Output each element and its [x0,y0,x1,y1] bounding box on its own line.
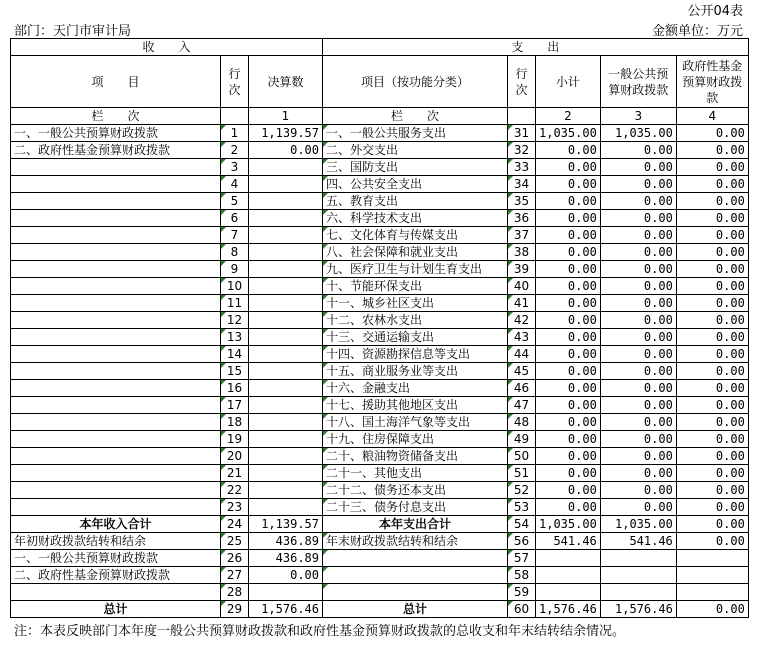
expense-row-no-cell[interactable]: 31 [508,125,536,142]
gov-fund-cell[interactable]: 0.00 [676,516,748,533]
expense-subtotal-cell[interactable] [536,567,601,584]
income-row-no-cell[interactable]: 15 [221,363,249,380]
table-row [11,601,749,618]
income-item-cell[interactable]: 二、政府性基金预算财政拨款 [11,567,221,584]
income-amount-cell[interactable] [249,380,323,397]
expense-row-no-cell[interactable]: 33 [508,159,536,176]
general-budget-cell[interactable]: 1,576.46 [600,601,676,618]
expense-item-cell[interactable]: 年末财政拨款结转和结余 [323,533,508,550]
expense-item-cell[interactable]: 四、公共安全支出 [323,176,508,193]
expense-row-no-cell[interactable]: 53 [508,499,536,516]
income-item-cell[interactable] [11,159,221,176]
income-row-no-cell[interactable]: 24 [221,516,249,533]
table-row [11,159,749,176]
subtotal-header: 小计 [536,56,601,108]
income-item-cell[interactable]: 年初财政拨款结转和结余 [11,533,221,550]
income-item-cell[interactable] [11,363,221,380]
gov-fund-cell[interactable] [676,550,748,567]
gov-fund-cell[interactable]: 0.00 [676,244,748,261]
gov-fund-cell[interactable]: 0.00 [676,533,748,550]
expense-row-no-cell[interactable]: 40 [508,278,536,295]
expense-subtotal-cell[interactable]: 0.00 [536,448,601,465]
budget-table [10,38,749,618]
item-header: 项 目 [11,56,221,108]
expense-subtotal-cell[interactable]: 541.46 [536,533,601,550]
expense-subtotal-cell[interactable]: 0.00 [536,176,601,193]
income-amount-cell[interactable] [249,465,323,482]
expense-subtotal-cell[interactable]: 0.00 [536,210,601,227]
table-row [11,414,749,431]
income-item-cell[interactable]: 一、一般公共预算财政拨款 [11,125,221,142]
gov-fund-cell[interactable]: 0.00 [676,601,748,618]
expense-item-cell[interactable]: 二十、粮油物资储备支出 [323,448,508,465]
income-amount-cell[interactable] [249,414,323,431]
expense-item-cell[interactable]: 十七、援助其他地区支出 [323,397,508,414]
income-row-no-cell[interactable]: 6 [221,210,249,227]
table-row [11,397,749,414]
expense-row-no-cell[interactable]: 36 [508,210,536,227]
table-row [11,244,749,261]
unit-label: 金额单位：万元 [651,24,743,39]
gov-fund-cell[interactable]: 0.00 [676,176,748,193]
expense-row-no-cell[interactable]: 34 [508,176,536,193]
income-amount-cell[interactable] [249,397,323,414]
income-amount-cell[interactable] [249,244,323,261]
general-budget-cell[interactable]: 0.00 [600,329,676,346]
general-budget-cell[interactable]: 0.00 [600,210,676,227]
expense-row-no-cell[interactable]: 50 [508,448,536,465]
general-budget-cell[interactable]: 0.00 [600,244,676,261]
general-budget-cell[interactable]: 0.00 [600,312,676,329]
gov-fund-cell[interactable]: 0.00 [676,261,748,278]
income-row-no-cell[interactable]: 19 [221,431,249,448]
income-row-no-cell[interactable]: 9 [221,261,249,278]
expense-subtotal-cell[interactable]: 1,035.00 [536,516,601,533]
income-amount-cell[interactable] [249,448,323,465]
table-row [11,329,749,346]
gov-fund-cell[interactable]: 0.00 [676,142,748,159]
income-row-no-cell[interactable]: 26 [221,550,249,567]
expense-item-cell[interactable]: 十五、商业服务业等支出 [323,363,508,380]
income-item-cell[interactable] [11,499,221,516]
income-row-no-cell[interactable]: 11 [221,295,249,312]
income-row-no-cell[interactable]: 7 [221,227,249,244]
income-row-no-cell[interactable]: 4 [221,176,249,193]
row-no-header: 行次 [221,56,249,108]
general-budget-cell[interactable]: 1,035.00 [600,516,676,533]
column-index-3: 3 [600,108,676,125]
income-header: 收 入 [11,39,323,56]
gov-fund-cell[interactable]: 0.00 [676,210,748,227]
general-budget-cell[interactable]: 0.00 [600,193,676,210]
expense-row-no-cell[interactable]: 44 [508,346,536,363]
income-item-cell[interactable] [11,176,221,193]
income-amount-cell[interactable] [249,261,323,278]
income-item-cell[interactable] [11,414,221,431]
table-row [11,278,749,295]
row-no-header-2: 行次 [508,56,536,108]
gov-fund-cell[interactable]: 0.00 [676,482,748,499]
income-row-no-cell[interactable]: 14 [221,346,249,363]
expense-subtotal-cell[interactable]: 0.00 [536,499,601,516]
income-amount-cell[interactable]: 0.00 [249,142,323,159]
expense-subtotal-cell[interactable]: 1,035.00 [536,125,601,142]
expense-row-no-cell[interactable]: 54 [508,516,536,533]
table-row [11,431,749,448]
table-row [11,295,749,312]
income-item-cell[interactable] [11,448,221,465]
expense-subtotal-cell[interactable]: 0.00 [536,295,601,312]
expense-row-no-cell[interactable]: 47 [508,397,536,414]
general-budget-cell[interactable] [600,584,676,601]
income-item-cell[interactable] [11,312,221,329]
income-item-cell[interactable] [11,295,221,312]
table-row [11,261,749,278]
table-row [11,550,749,567]
expense-subtotal-cell[interactable]: 0.00 [536,244,601,261]
gov-fund-cell[interactable] [676,567,748,584]
expense-row-no-cell[interactable]: 58 [508,567,536,584]
expense-row-no-cell[interactable]: 41 [508,295,536,312]
table-row [11,210,749,227]
table-row [11,227,749,244]
expense-subtotal-cell[interactable]: 0.00 [536,278,601,295]
general-budget-cell[interactable]: 0.00 [600,278,676,295]
income-row-no-cell[interactable]: 8 [221,244,249,261]
expense-item-cell[interactable]: 七、文化体育与传媒支出 [323,227,508,244]
general-budget-cell[interactable]: 1,035.00 [600,125,676,142]
column-index-label-2: 栏 次 [323,108,508,125]
general-budget-cell[interactable]: 0.00 [600,363,676,380]
gov-fund-cell[interactable]: 0.00 [676,278,748,295]
expense-subtotal-cell[interactable]: 0.00 [536,397,601,414]
table-row [11,533,749,550]
income-item-cell[interactable]: 本年收入合计 [11,516,221,533]
expense-row-no-cell[interactable]: 46 [508,380,536,397]
expense-item-cell[interactable]: 二十一、其他支出 [323,465,508,482]
gov-fund-cell[interactable]: 0.00 [676,193,748,210]
expense-subtotal-cell[interactable]: 0.00 [536,193,601,210]
general-budget-header: 一般公共预算财政拨款 [600,56,676,108]
income-row-no-cell[interactable]: 10 [221,278,249,295]
expense-subtotal-cell[interactable]: 0.00 [536,482,601,499]
general-budget-cell[interactable]: 0.00 [600,346,676,363]
expense-item-cell[interactable]: 十三、交通运输支出 [323,329,508,346]
expense-row-no-cell[interactable]: 37 [508,227,536,244]
func-item-header: 项目（按功能分类） [323,56,508,108]
expense-item-cell[interactable]: 一、一般公共服务支出 [323,125,508,142]
income-amount-cell[interactable]: 1,139.57 [249,516,323,533]
income-amount-cell[interactable] [249,329,323,346]
income-row-no-cell[interactable]: 22 [221,482,249,499]
expense-subtotal-cell[interactable]: 0.00 [536,346,601,363]
expense-item-cell[interactable]: 十八、国土海洋气象等支出 [323,414,508,431]
column-index-blank [221,108,249,125]
expense-row-no-cell[interactable]: 38 [508,244,536,261]
income-row-no-cell[interactable]: 29 [221,601,249,618]
expense-subtotal-cell[interactable]: 0.00 [536,465,601,482]
expense-subtotal-cell[interactable]: 0.00 [536,380,601,397]
expense-row-no-cell[interactable]: 42 [508,312,536,329]
gov-fund-cell[interactable]: 0.00 [676,125,748,142]
income-item-cell[interactable] [11,465,221,482]
income-amount-cell[interactable]: 1,576.46 [249,601,323,618]
column-index-label: 栏 次 [11,108,221,125]
expense-subtotal-cell[interactable]: 0.00 [536,431,601,448]
expense-row-no-cell[interactable]: 51 [508,465,536,482]
gov-fund-cell[interactable]: 0.00 [676,448,748,465]
income-row-no-cell[interactable]: 20 [221,448,249,465]
expense-subtotal-cell[interactable] [536,584,601,601]
expense-item-cell[interactable]: 五、教育支出 [323,193,508,210]
income-row-no-cell[interactable]: 28 [221,584,249,601]
expense-subtotal-cell[interactable]: 0.00 [536,261,601,278]
expense-row-no-cell[interactable]: 45 [508,363,536,380]
general-budget-cell[interactable] [600,550,676,567]
expense-row-no-cell[interactable]: 39 [508,261,536,278]
income-item-cell[interactable]: 一、一般公共预算财政拨款 [11,550,221,567]
expense-item-cell[interactable]: 六、科学技术支出 [323,210,508,227]
expense-item-cell[interactable]: 十九、住房保障支出 [323,431,508,448]
income-amount-cell[interactable]: 436.89 [249,533,323,550]
income-item-cell[interactable] [11,227,221,244]
income-item-cell[interactable] [11,346,221,363]
income-amount-cell[interactable] [249,482,323,499]
table-row [11,193,749,210]
table-row [11,363,749,380]
column-index-1: 1 [249,108,323,125]
expense-row-no-cell[interactable]: 57 [508,550,536,567]
table-row [11,465,749,482]
expense-item-cell[interactable] [323,550,508,567]
expense-item-cell[interactable] [323,584,508,601]
income-item-cell[interactable] [11,193,221,210]
income-row-no-cell[interactable]: 5 [221,193,249,210]
income-item-cell[interactable] [11,278,221,295]
expense-row-no-cell[interactable]: 56 [508,533,536,550]
income-amount-cell[interactable] [249,193,323,210]
table-row [11,567,749,584]
income-item-cell[interactable] [11,584,221,601]
expense-row-no-cell[interactable]: 52 [508,482,536,499]
expense-subtotal-cell[interactable]: 0.00 [536,159,601,176]
income-item-cell[interactable] [11,431,221,448]
general-budget-cell[interactable]: 0.00 [600,499,676,516]
expense-row-no-cell[interactable]: 32 [508,142,536,159]
form-number: 公开04表 [687,4,743,19]
income-item-cell[interactable] [11,261,221,278]
table-body [11,125,749,618]
income-amount-cell[interactable] [249,363,323,380]
income-amount-cell[interactable]: 436.89 [249,550,323,567]
table-row [11,125,749,142]
expense-row-no-cell[interactable]: 48 [508,414,536,431]
expense-subtotal-cell[interactable]: 0.00 [536,329,601,346]
general-budget-cell[interactable]: 0.00 [600,465,676,482]
income-amount-cell[interactable] [249,499,323,516]
table-row [11,516,749,533]
income-item-cell[interactable] [11,397,221,414]
general-budget-cell[interactable]: 0.00 [600,380,676,397]
gov-fund-header: 政府性基金预算财政拨款 [676,56,748,108]
gov-fund-cell[interactable]: 0.00 [676,329,748,346]
general-budget-cell[interactable]: 0.00 [600,227,676,244]
income-amount-cell[interactable] [249,227,323,244]
gov-fund-cell[interactable]: 0.00 [676,397,748,414]
income-row-no-cell[interactable]: 1 [221,125,249,142]
general-budget-cell[interactable]: 0.00 [600,397,676,414]
gov-fund-cell[interactable]: 0.00 [676,499,748,516]
expense-item-cell[interactable] [323,567,508,584]
expense-subtotal-cell[interactable]: 1,576.46 [536,601,601,618]
table-row [11,380,749,397]
income-amount-cell[interactable] [249,431,323,448]
expense-subtotal-cell[interactable]: 0.00 [536,227,601,244]
expense-item-cell[interactable]: 十二、农林水支出 [323,312,508,329]
table-row [11,176,749,193]
general-budget-cell[interactable] [600,567,676,584]
gov-fund-cell[interactable]: 0.00 [676,312,748,329]
income-amount-cell[interactable] [249,312,323,329]
expense-item-cell[interactable]: 八、社会保障和就业支出 [323,244,508,261]
income-item-cell[interactable] [11,210,221,227]
income-row-no-cell[interactable]: 3 [221,159,249,176]
general-budget-cell[interactable]: 0.00 [600,159,676,176]
income-item-cell[interactable] [11,380,221,397]
income-item-cell[interactable] [11,329,221,346]
income-row-no-cell[interactable]: 2 [221,142,249,159]
expense-row-no-cell[interactable]: 59 [508,584,536,601]
expense-item-cell[interactable]: 三、国防支出 [323,159,508,176]
table-row [11,346,749,363]
expense-item-cell[interactable]: 十、节能环保支出 [323,278,508,295]
general-budget-cell[interactable]: 0.00 [600,261,676,278]
income-row-no-cell[interactable]: 23 [221,499,249,516]
income-amount-cell[interactable] [249,295,323,312]
expense-item-cell[interactable]: 九、医疗卫生与计划生育支出 [323,261,508,278]
income-item-cell[interactable]: 二、政府性基金预算财政拨款 [11,142,221,159]
table-row [11,584,749,601]
income-amount-cell[interactable] [249,584,323,601]
income-row-no-cell[interactable]: 12 [221,312,249,329]
income-amount-cell[interactable] [249,278,323,295]
expense-item-cell[interactable]: 二十三、债务付息支出 [323,499,508,516]
expense-row-no-cell[interactable]: 43 [508,329,536,346]
general-budget-cell[interactable]: 541.46 [600,533,676,550]
column-index-4: 4 [676,108,748,125]
expense-row-no-cell[interactable]: 35 [508,193,536,210]
gov-fund-cell[interactable]: 0.00 [676,380,748,397]
gov-fund-cell[interactable]: 0.00 [676,431,748,448]
expense-subtotal-cell[interactable]: 0.00 [536,363,601,380]
expense-item-cell[interactable]: 十六、金融支出 [323,380,508,397]
income-row-no-cell[interactable]: 25 [221,533,249,550]
income-amount-cell[interactable]: 1,139.57 [249,125,323,142]
general-budget-cell[interactable]: 0.00 [600,295,676,312]
gov-fund-cell[interactable]: 0.00 [676,227,748,244]
income-amount-cell[interactable] [249,210,323,227]
expense-row-no-cell[interactable]: 60 [508,601,536,618]
gov-fund-cell[interactable]: 0.00 [676,346,748,363]
income-amount-cell[interactable] [249,159,323,176]
expense-subtotal-cell[interactable]: 0.00 [536,142,601,159]
gov-fund-cell[interactable]: 0.00 [676,295,748,312]
footnote: 注：本表反映部门本年度一般公共预算财政拨款和政府性基金预算财政拨款的总收支和年末结转结余情况。 [14,624,626,639]
income-row-no-cell[interactable]: 21 [221,465,249,482]
table-row [11,312,749,329]
income-row-no-cell[interactable]: 18 [221,414,249,431]
expense-header: 支 出 [323,39,749,56]
expense-item-cell[interactable]: 十一、城乡社区支出 [323,295,508,312]
table-row [11,142,749,159]
expense-item-cell[interactable]: 二十二、债务还本支出 [323,482,508,499]
gov-fund-cell[interactable]: 0.00 [676,159,748,176]
table-row [11,499,749,516]
general-budget-cell[interactable]: 0.00 [600,176,676,193]
expense-subtotal-cell[interactable] [536,550,601,567]
department-label: 部门：天门市审计局 [14,24,132,39]
expense-subtotal-cell[interactable]: 0.00 [536,312,601,329]
income-amount-cell[interactable] [249,176,323,193]
general-budget-cell[interactable]: 0.00 [600,431,676,448]
expense-item-cell[interactable]: 本年支出合计 [323,516,508,533]
table-row [11,482,749,499]
income-amount-cell[interactable]: 0.00 [249,567,323,584]
income-item-cell[interactable] [11,244,221,261]
general-budget-cell[interactable]: 0.00 [600,448,676,465]
gov-fund-cell[interactable]: 0.00 [676,414,748,431]
expense-item-cell[interactable]: 总计 [323,601,508,618]
income-row-no-cell[interactable]: 13 [221,329,249,346]
income-row-no-cell[interactable]: 27 [221,567,249,584]
gov-fund-cell[interactable]: 0.00 [676,363,748,380]
column-index-2: 2 [536,108,601,125]
expense-row-no-cell[interactable]: 49 [508,431,536,448]
expense-subtotal-cell[interactable]: 0.00 [536,414,601,431]
general-budget-cell[interactable]: 0.00 [600,414,676,431]
general-budget-cell[interactable]: 0.00 [600,142,676,159]
expense-item-cell[interactable]: 十四、资源勘探信息等支出 [323,346,508,363]
income-row-no-cell[interactable]: 16 [221,380,249,397]
final-amount-header: 决算数 [249,56,323,108]
table-row [11,448,749,465]
expense-item-cell[interactable]: 二、外交支出 [323,142,508,159]
general-budget-cell[interactable]: 0.00 [600,482,676,499]
income-row-no-cell[interactable]: 17 [221,397,249,414]
income-item-cell[interactable] [11,482,221,499]
income-amount-cell[interactable] [249,346,323,363]
column-index-blank-2 [508,108,536,125]
gov-fund-cell[interactable]: 0.00 [676,465,748,482]
gov-fund-cell[interactable] [676,584,748,601]
income-item-cell[interactable]: 总计 [11,601,221,618]
